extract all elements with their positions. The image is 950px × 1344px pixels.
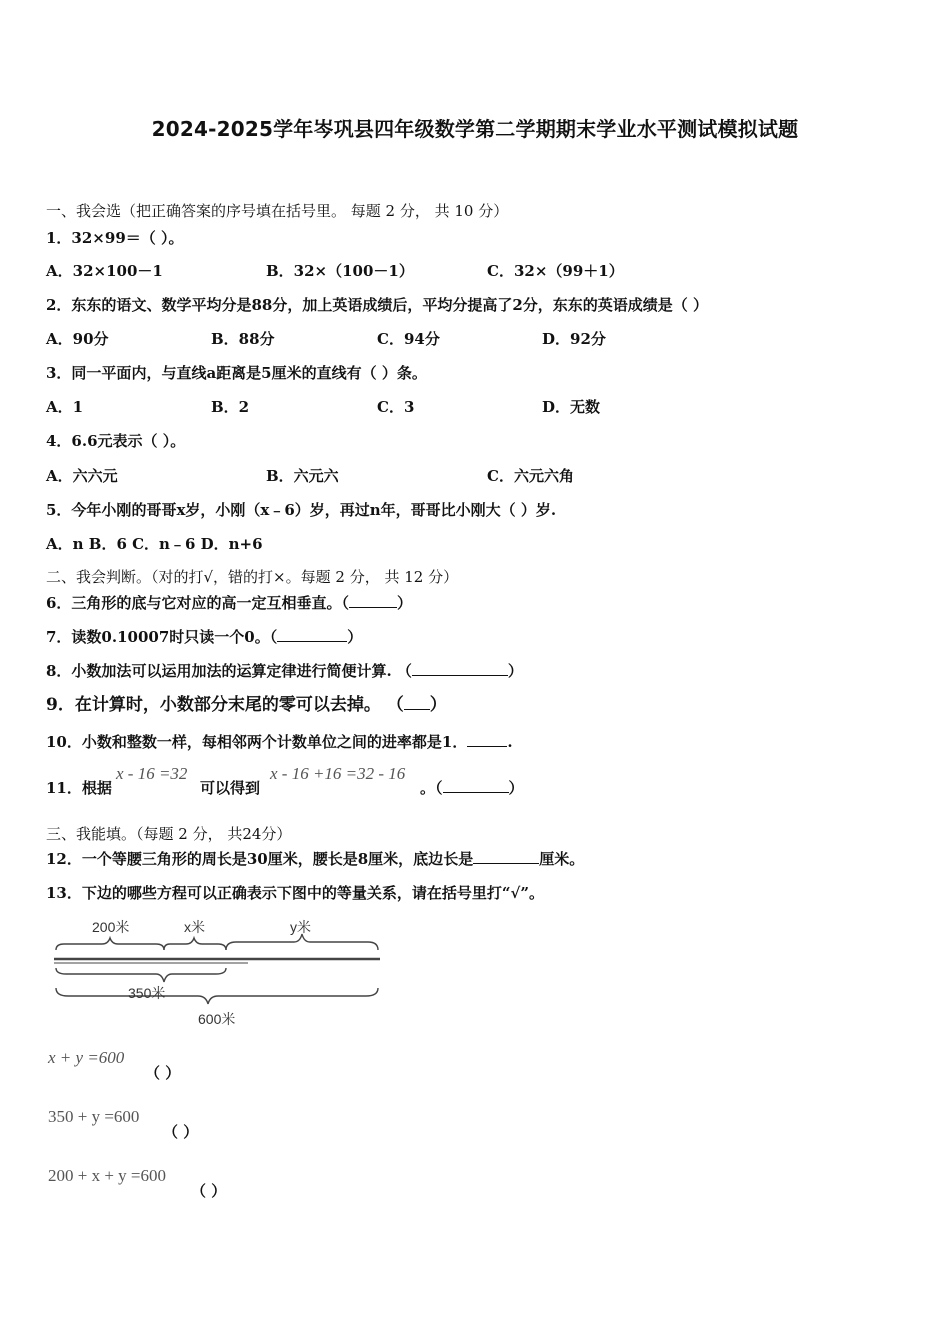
q6-text: 6．三角形的底与它对应的高一定互相垂直。（ — [46, 594, 349, 612]
q7-close: ） — [347, 628, 363, 646]
q8-text: 8．小数加法可以运用加法的运算定律进行简便计算. （ — [46, 662, 412, 680]
q8-close: ） — [507, 662, 523, 680]
equation-2: 350 + y =600 — [48, 1107, 140, 1126]
q4-option-b: B．六元六 — [266, 467, 339, 485]
q11-equation-2: x - 16 +16 =32 - 16 — [270, 764, 406, 783]
q11-suffix: 。（ — [420, 779, 443, 797]
q5-stem: 5．今年小刚的哥哥x岁，小刚（x﹣6）岁，再过n年，哥哥比小刚大（ ）岁. — [46, 501, 557, 519]
q4-option-c: C．六元六角 — [487, 467, 574, 485]
q3-option-b: B．2 — [211, 398, 250, 416]
q2-option-d: D．92分 — [542, 330, 606, 348]
q2-option-b: B．88分 — [211, 330, 275, 348]
q13-stem: 13．下边的哪些方程可以正确表示下图中的等量关系，请在括号里打“√”。 — [46, 884, 544, 902]
equation-3-answer[interactable]: （ ） — [191, 1182, 227, 1200]
q10-close: . — [507, 733, 513, 751]
q11-answer-group — [420, 778, 524, 798]
equation-1-answer[interactable]: （ ） — [145, 1064, 181, 1082]
q10-item — [46, 732, 513, 752]
section-2-heading: 二、我会判断。（对的打√，错的打×。每题 2 分， 共 12 分） — [46, 568, 459, 586]
brace-350 — [56, 968, 226, 982]
q12-item — [46, 849, 584, 869]
q1-option-b: B．32×（100－1） — [266, 262, 414, 280]
brace-y — [226, 934, 378, 950]
q8-item — [46, 661, 523, 681]
brace-200 — [56, 938, 164, 950]
q9-answer-blank[interactable] — [404, 695, 430, 710]
label-200: 200米 — [92, 919, 130, 935]
q7-text: 7．读数0.10007时只读一个0。（ — [46, 628, 278, 646]
q1-option-c: C．32×（99＋1） — [487, 262, 624, 280]
q7-answer-blank[interactable] — [277, 627, 347, 642]
q11-middle: 可以得到 — [200, 779, 261, 797]
q4-option-a: A．六六元 — [46, 467, 118, 485]
equation-3: 200 + x + y =600 — [48, 1166, 167, 1185]
equation-2-answer[interactable]: （ ） — [163, 1123, 199, 1141]
brace-x — [164, 938, 226, 950]
page-title: 2024-2025学年岑巩县四年级数学第二学期期末学业水平测试模拟试题 — [151, 117, 799, 141]
q6-item — [46, 593, 412, 613]
q10-text: 10．小数和整数一样，每相邻两个计数单位之间的进率都是1． — [46, 733, 468, 751]
label-y: y米 — [290, 919, 311, 935]
section-1-heading: 一、我会选（把正确答案的序号填在括号里。 每题 2 分， 共 10 分） — [46, 202, 509, 220]
q3-option-d: D．无数 — [542, 398, 601, 416]
q6-close: ） — [396, 594, 412, 612]
q4-stem: 4．6.6元表示（ ）。 — [46, 432, 186, 450]
q11-prefix: 11．根据 — [46, 779, 112, 797]
q9-close: ） — [429, 695, 447, 715]
q2-stem: 2．东东的语文、数学平均分是88分，加上英语成绩后，平均分提高了2分，东东的英语成绩是（ ） — [46, 296, 708, 314]
q3-stem: 3．同一平面内，与直线a距离是5厘米的直线有（ ）条。 — [46, 364, 427, 382]
q9-text: 9．在计算时，小数部分末尾的零可以去掉。 （ — [46, 695, 404, 715]
q11-close: ） — [508, 779, 524, 797]
q8-answer-blank[interactable] — [412, 661, 508, 676]
q9-item — [46, 695, 447, 715]
q2-option-c: C．94分 — [377, 330, 440, 348]
q3-option-a: A．1 — [46, 398, 84, 416]
label-350: 350米 — [128, 985, 166, 1001]
q5-options: A．n B．6 C．n﹣6 D．n+6 — [46, 535, 263, 553]
section-3-heading: 三、我能填。（每题 2 分， 共24分） — [46, 825, 292, 843]
q11-answer-blank[interactable] — [443, 778, 509, 793]
q12-text: 12．一个等腰三角形的周长是30厘米，腰长是8厘米，底边长是 — [46, 850, 474, 868]
q12-suffix: 厘米。 — [539, 850, 585, 868]
segment-diagram — [48, 912, 388, 1032]
q6-answer-blank[interactable] — [349, 593, 397, 608]
q10-answer-blank[interactable] — [467, 732, 507, 747]
brace-600 — [56, 988, 378, 1004]
label-x: x米 — [184, 919, 205, 935]
q7-item — [46, 627, 362, 647]
q3-option-c: C．3 — [377, 398, 415, 416]
equation-1: x + y =600 — [48, 1048, 125, 1067]
q1-stem: 1．32×99＝（ ）。 — [46, 229, 184, 247]
q12-answer-blank[interactable] — [473, 849, 539, 864]
q11-equation-1: x - 16 =32 — [116, 764, 188, 783]
q2-option-a: A．90分 — [46, 330, 109, 348]
label-600: 600米 — [198, 1011, 236, 1027]
q1-option-a: A．32×100－1 — [46, 262, 163, 280]
